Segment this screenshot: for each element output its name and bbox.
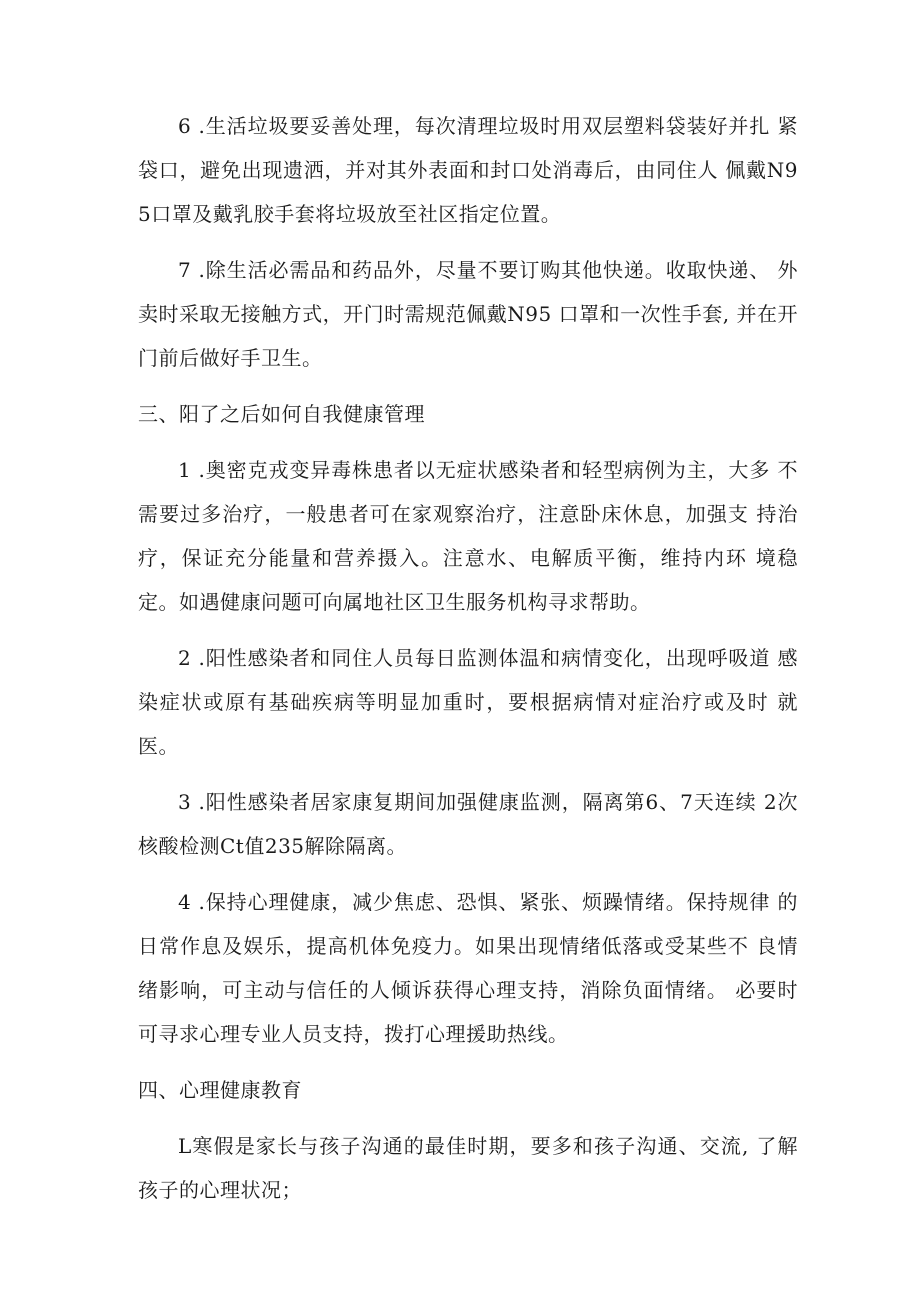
paragraph-item-winter-break: L寒假是家长与孩子沟通的最佳时期，要多和孩子沟通、交流, 了解孩子的心理状况；: [138, 1134, 798, 1202]
section-heading-mental-health-education: 四、心理健康教育: [138, 1078, 302, 1102]
paragraph-item-4-mental-health: 4 .保持心理健康，减少焦虑、恐惧、紧张、烦躁情绪。保持规律 的日常作息及娱乐，提高机体免疫力。如果出现情绪低落或受某些不 良情绪影响，可主动与信任的人倾诉获得心理支持，消除负面情绪。 必要时可寻求心理专业人员支持，拨打心理援助热线。: [138, 890, 798, 1046]
paragraph-item-6-garbage: 6 .生活垃圾要妥善处理，每次清理垃圾时用双层塑料袋装好并扎 紧袋口，避免出现遗洒，并对其外表面和封口处消毒后，由同住人 佩戴N95口罩及戴乳胶手套将垃圾放至社区指定位置。: [138, 114, 798, 226]
paragraph-item-7-delivery: 7 .除生活必需品和药品外，尽量不要订购其他快递。收取快递、 外卖时采取无接触方式，开门时需规范佩戴N95 口罩和一次性手套, 并在开门前后做好手卫生。: [138, 258, 798, 370]
paragraph-item-3-recovery: 3 .阳性感染者居家康复期间加强健康监测，隔离第6、7天连续 2次核酸检测Ct值235解除隔离。: [138, 790, 798, 858]
section-heading-self-health-management: 三、阳了之后如何自我健康管理: [138, 402, 425, 426]
paragraph-item-1-omicron: 1 .奥密克戎变异毒株患者以无症状感染者和轻型病例为主，大多 不需要过多治疗，一般患者可在家观察治疗，注意卧床休息，加强支 持治疗，保证充分能量和营养摄入。注意水、电解质平衡，维持内环 境稳定。如遇健康问题可向属地社区卫生服务机构寻求帮助。: [138, 458, 798, 614]
paragraph-item-2-monitoring: 2 .阳性感染者和同住人员每日监测体温和病情变化，出现呼吸道 感染症状或原有基础疾病等明显加重时，要根据病情对症治疗或及时 就医。: [138, 646, 798, 758]
